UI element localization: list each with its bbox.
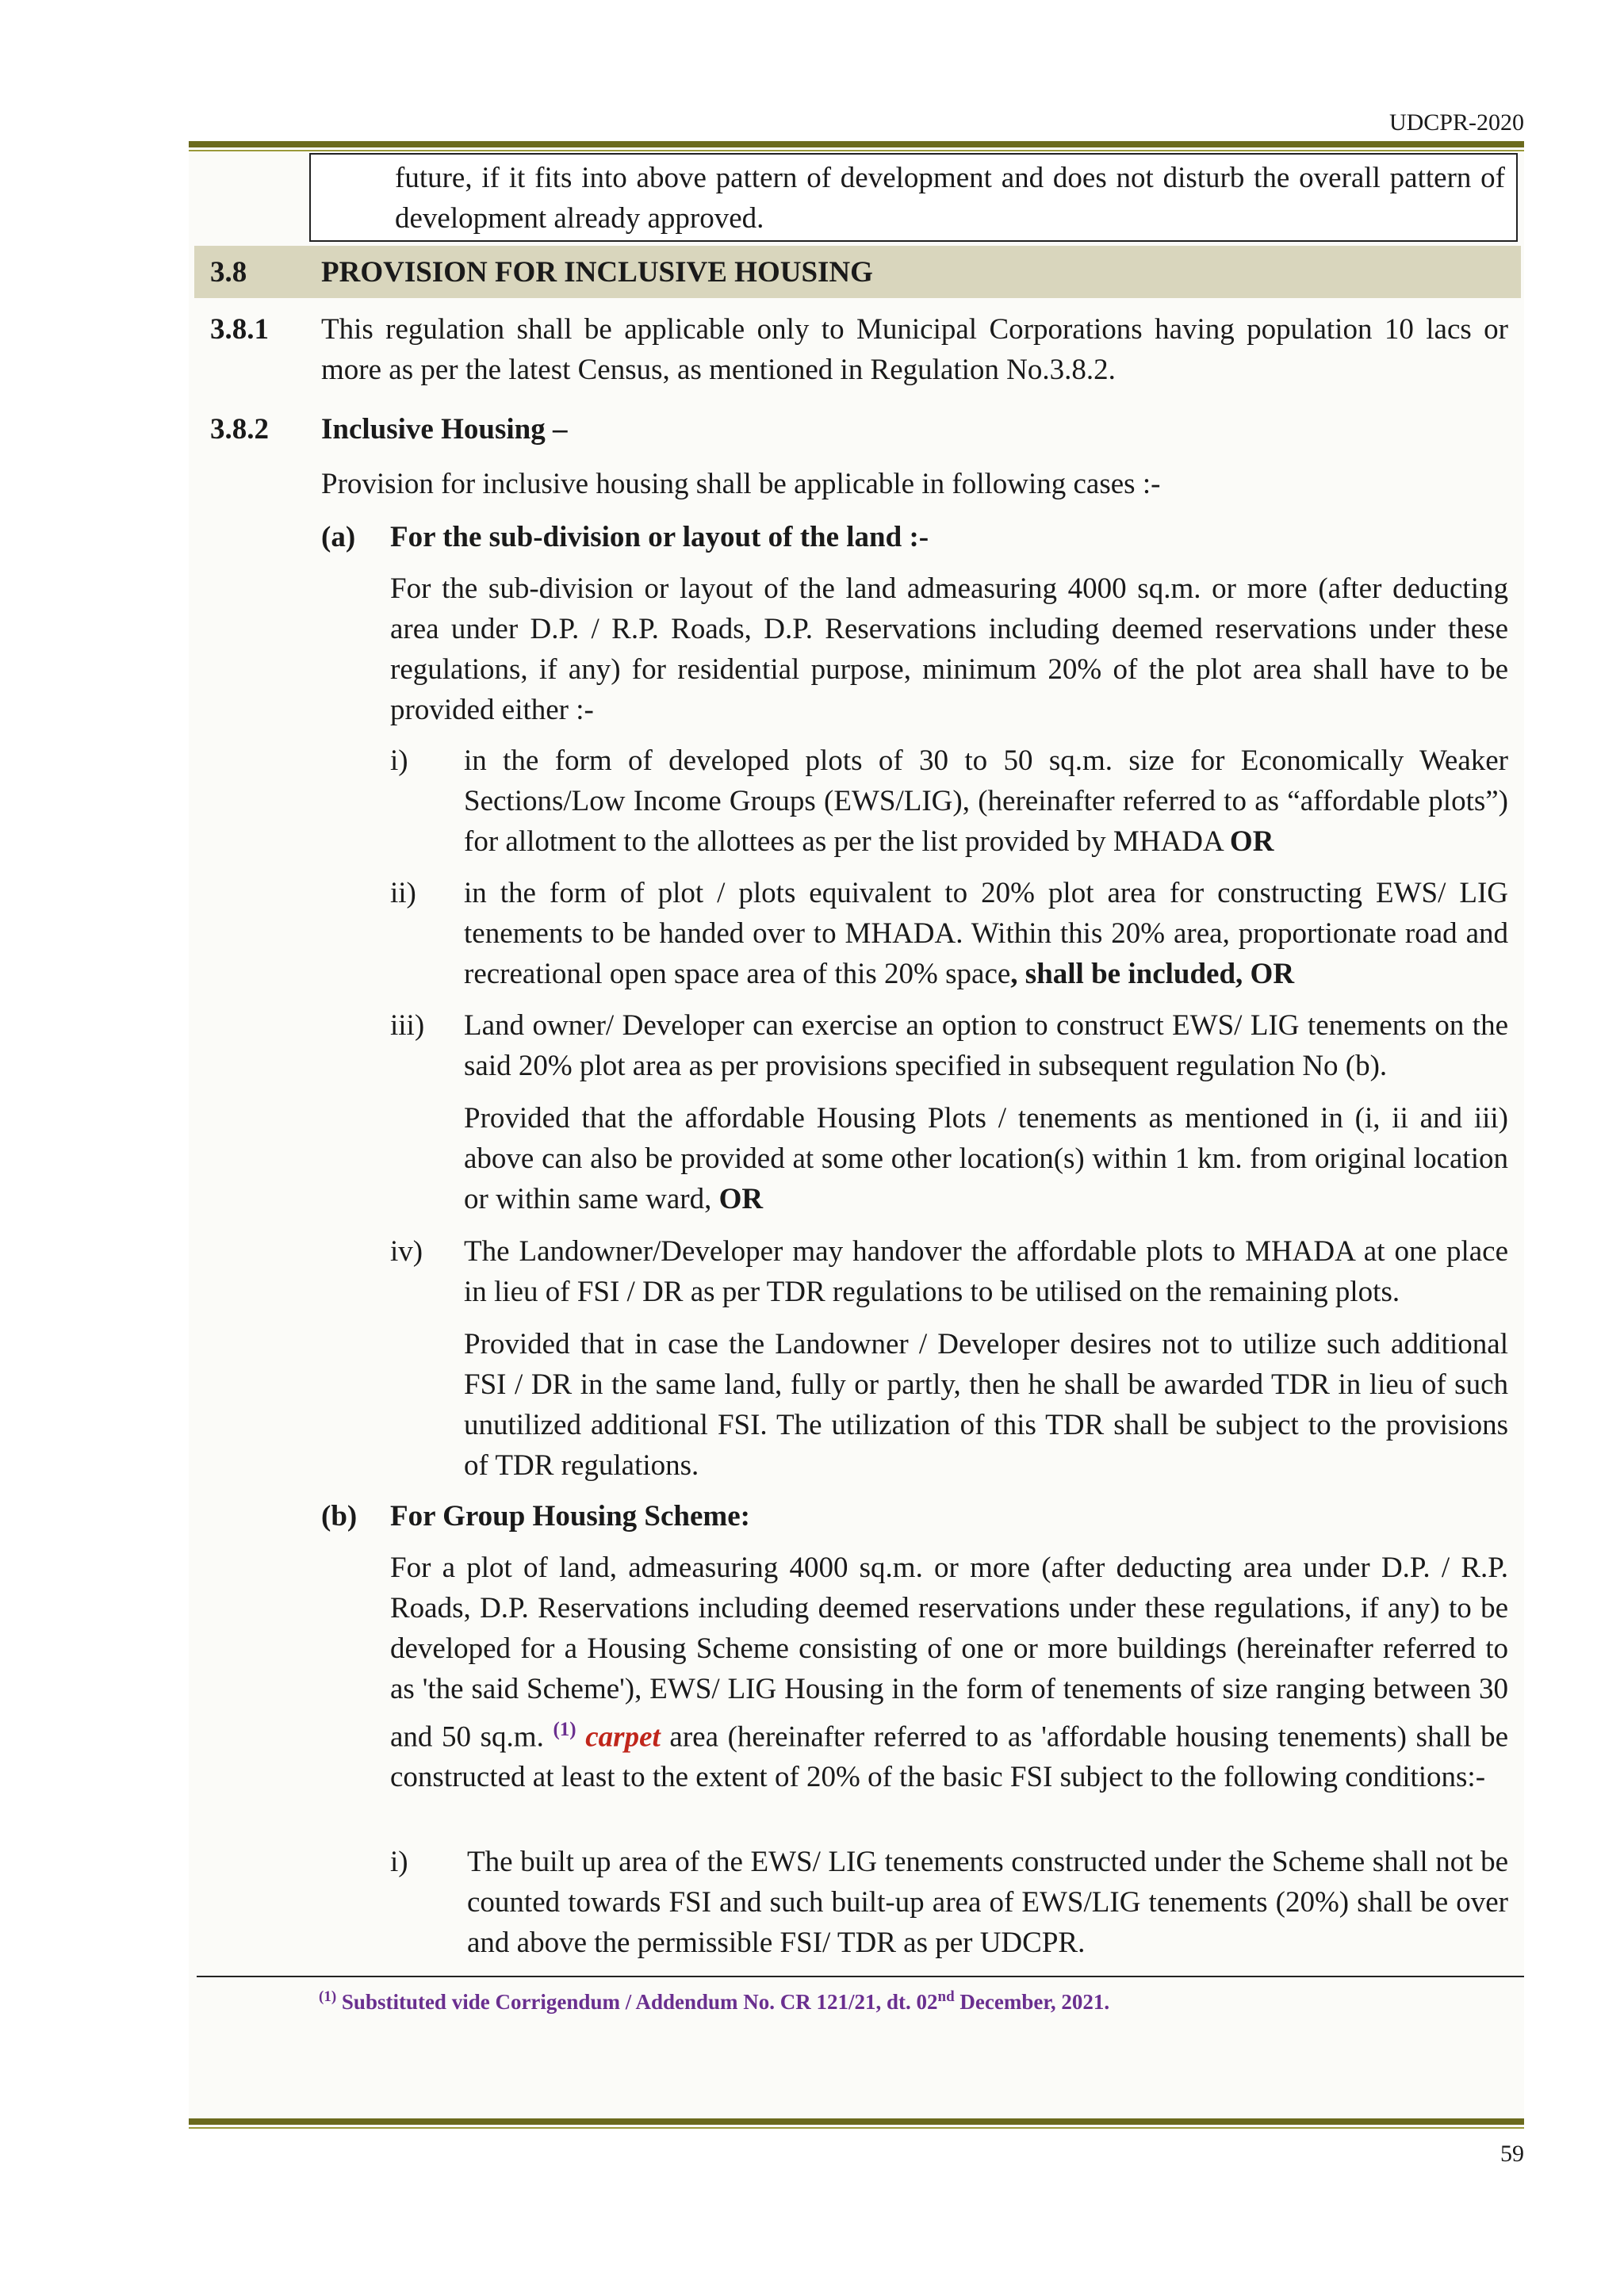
clause-3-8-2-intro: Provision for inclusive housing shall be applicable in following cases :- (321, 468, 1161, 500)
item-b-i-text: The built up area of the EWS/ LIG tenements constructed under the Scheme shall not be counted towards FSI and such built-up area of EWS/LIG tenements (20%) shall be over and above the permissible FSI/ TDR as per UDCPR. (467, 1846, 1508, 1959)
continued-box (309, 153, 1518, 242)
page-number: 59 (1500, 2141, 1524, 2167)
item-b-i-label: i) (390, 1846, 408, 1878)
sub-a-paragraph: For the sub-division or layout of the land admeasuring 4000 sq.m. or more (after deducting area under D.P. / R.P. Roads, D.P. Reservations including deemed reservations under these regulations, if any) for residential purpose, minimum 20% of the plot area shall have to be provided either :- (390, 572, 1508, 726)
section-title: PROVISION FOR INCLUSIVE HOUSING (321, 256, 873, 289)
item-a-i-text: in the form of developed plots of 30 to 50 sq.m. size for Economically Weaker Sections/Low Income Groups (EWS/LIG), (hereinafter referred to as “affordable plots”) for allotment to the allottees as per the list provided by MHADA OR (464, 744, 1508, 858)
footnote: $^{(1)}$ Substituted vide Corrigendum / Addendum No. CR 121/21, dt. 02nd December, 2021. (319, 1988, 1110, 2014)
section-heading (194, 246, 1521, 298)
header-rule (189, 141, 1524, 151)
or-keyword: OR (1229, 825, 1274, 858)
item-a-i-label: i) (390, 744, 408, 777)
item-a-iv-text: The Landowner/Developer may handover the affordable plots to MHADA at one place in lieu of FSI / DR as per TDR regulations to be utilised on the remaining plots. (464, 1235, 1508, 1308)
sub-a-title: For the sub-division or layout of the land :- (390, 521, 929, 553)
footer-rule (189, 2118, 1524, 2129)
sub-b-title: For Group Housing Scheme: (390, 1500, 750, 1533)
or-keyword: OR (718, 1183, 764, 1215)
item-a-iii-text: Land owner/ Developer can exercise an option to construct EWS/ LIG tenements on the said 20% plot area as per provisions specified in subsequent regulation No (b). (464, 1009, 1508, 1082)
item-a-iii-label: iii) (390, 1009, 425, 1042)
section-number: 3.8 (210, 256, 247, 289)
item-a-iv-proviso: Provided that in case the Landowner / Developer desires not to utilize such additional FSI / DR in the same land, fully or partly, then he shall be awarded TDR in lieu of such unutilized additional FSI. The utilization of this TDR shall be subject to the provisions of TDR regulations. (464, 1328, 1508, 1482)
document-code: UDCPR-2020 (1388, 109, 1524, 136)
carpet-highlight: carpet (585, 1720, 661, 1754)
clause-3-8-1-text: This regulation shall be applicable only to Municipal Corporations having population 10 lacs or more as per the latest Census, as mentioned in Regulation No.3.8.2. (321, 313, 1508, 386)
footnote-reference: (1) (553, 1719, 576, 1740)
clause-number-3-8-2: 3.8.2 (210, 413, 269, 446)
item-a-ii-label: ii) (390, 877, 416, 909)
footnote-rule (197, 1976, 1524, 1977)
sub-b-paragraph: For a plot of land, admeasuring 4000 sq.m. or more (after deducting area under D.P. / R.P. Roads, D.P. Reservations including deemed reservations under these regulations, if any) to be developed for a Housing Scheme consisting of one or more buildings (hereinafter referred to as 'the said Scheme'), EWS/ LIG Housing in the form of tenements of size ranging between 30 and 50 sq.m. $^{(1)}$ carpet area (hereinafter referred to as 'affordable housing tenements) shall be constructed at least to the extent of 20% of the basic FSI subject to the following conditions:- (390, 1552, 1509, 1794)
item-a-iii-proviso: Provided that the affordable Housing Plots / tenements as mentioned in (i, ii and iii) above can also be provided at some other location(s) within 1 km. from original location or within same ward, OR (464, 1102, 1508, 1215)
sub-a-label: (a) (321, 521, 356, 553)
item-a-iv-label: iv) (390, 1235, 423, 1268)
clause-3-8-2-title: Inclusive Housing – (321, 413, 568, 446)
item-a-ii-text: in the form of plot / plots equivalent to 20% plot area for constructing EWS/ LIG tenements to be handed over to MHADA. Within this 20% area, proportionate road and recreational open space area of this 20% space, shall be included, OR (464, 877, 1508, 990)
sub-b-label: (b) (321, 1500, 358, 1533)
clause-number-3-8-1: 3.8.1 (210, 313, 269, 346)
continued-text: future, if it fits into above pattern of development and does not disturb the overall pattern of development already approved. (395, 162, 1505, 235)
